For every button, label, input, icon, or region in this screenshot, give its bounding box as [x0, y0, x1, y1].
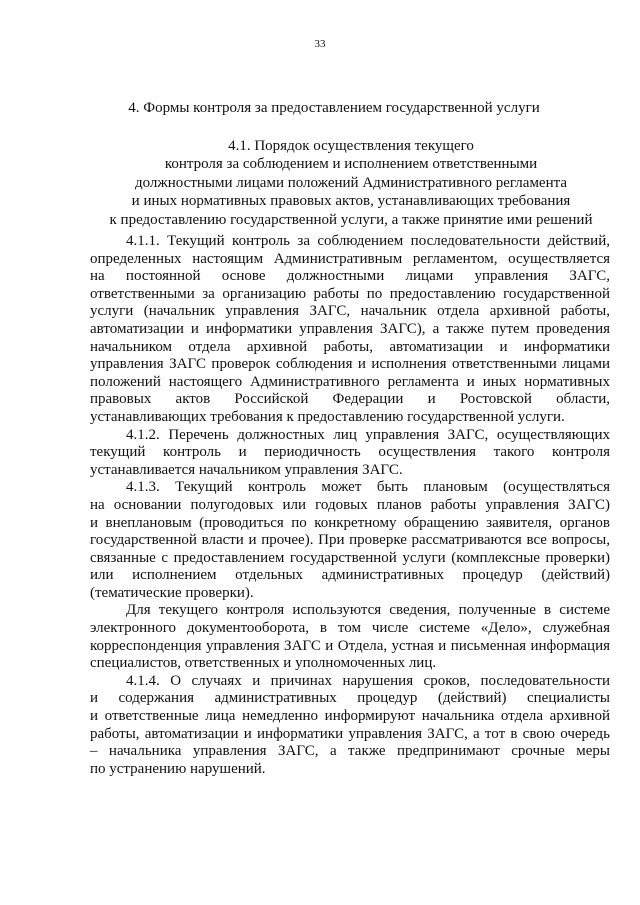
- paragraph-4-1-4: [90, 673, 610, 779]
- paragraph-4-1-1: [90, 233, 610, 427]
- text-line: автоматизации и информатики управления ЗАГС), а также путем проведения: [90, 320, 610, 337]
- text-line: и ответственные лица немедленно информируют начальника отдела архивной: [90, 708, 610, 725]
- text-line: государственной власти и прочее). При проверке рассматриваются все вопросы,: [90, 532, 610, 549]
- text-line: 4.1.3. Текущий контроль может быть плановым (осуществляться: [126, 479, 610, 496]
- text-line: правовых актов Российской Федерации и Ростовской области,: [90, 391, 610, 408]
- text-line: ответственными за организацию работы по предоставлению государственной: [90, 285, 610, 302]
- text-line: на постоянной основе должностными лицами управления ЗАГС,: [90, 268, 610, 285]
- text-line: связанные с предоставлением государственной услуги (комплексные проверки): [90, 549, 610, 566]
- subsection-title-line: контроля за соблюдением и исполнением ответственными: [164, 156, 538, 173]
- subsection-title: [86, 137, 616, 229]
- paragraph-4-1-2: [90, 427, 610, 480]
- text-line: 4.1.1. Текущий контроль за соблюдением последовательности действий,: [126, 233, 610, 249]
- text-line: определенных настоящим Административным регламентом, осуществляется: [90, 250, 610, 267]
- text-line: и содержания административных процедур (действий) специалисты: [90, 690, 610, 707]
- text-line: корреспонденция управления ЗАГС и Отдела, устная и письменная информация: [90, 637, 610, 654]
- text-line: на основании полугодовых или годовых планов работы управления ЗАГС): [90, 496, 610, 513]
- text-line: услуги (начальник управления ЗАГС, начальник отдела архивной работы,: [90, 303, 610, 320]
- text-line: – начальника управления ЗАГС, а также предпринимают срочные меры: [90, 743, 610, 760]
- text-line: электронного документооборота, в том числе системе «Дело», служебная: [90, 620, 610, 637]
- page-number: 33: [314, 38, 326, 50]
- paragraph-current-control-sources: [90, 602, 610, 672]
- text-line: устанавливается начальником управления ЗАГС.: [90, 461, 403, 478]
- text-line: по устранению нарушений.: [90, 760, 266, 777]
- text-line: начальником отдела архивной работы, автоматизации и информатики: [90, 338, 610, 355]
- text-line: 4.1.2. Перечень должностных лиц управления ЗАГС, осуществляющих: [126, 426, 610, 443]
- text-line: текущий контроль и периодичность осуществления такого контроля: [90, 444, 610, 461]
- text-line: управления ЗАГС проверок соблюдения и исполнения ответственными лицами: [90, 356, 610, 373]
- text-line: положений настоящего Административного регламента и иных нормативных: [90, 373, 610, 390]
- section-title: 4. Формы контроля за предоставлением государственной услуги: [128, 100, 540, 116]
- text-line: устанавливающих требования к предоставлению государственной услуги.: [90, 408, 565, 425]
- document-body: [90, 233, 610, 778]
- subsection-title-line: и иных нормативных правовых актов, устанавливающих требования: [131, 193, 571, 210]
- text-line: (тематические проверки).: [90, 584, 254, 601]
- subsection-title-line: должностными лицами положений Административного регламента: [134, 174, 568, 191]
- text-line: работы, автоматизации и информатики управления ЗАГС, а тот в свою очередь: [90, 725, 610, 742]
- text-line: Для текущего контроля используются сведения, полученные в системе: [126, 602, 610, 619]
- text-line: и внеплановым (проводиться по конкретному обращению заявителя, органов: [90, 514, 610, 531]
- text-line: специалистов, ответственных и уполномоченных лиц.: [90, 655, 437, 672]
- text-line: или исполнением отдельных административных процедур (действий): [90, 567, 610, 584]
- paragraph-4-1-3: [90, 479, 610, 602]
- subsection-title-line: 4.1. Порядок осуществления текущего: [228, 138, 474, 154]
- text-line: 4.1.4. О случаях и причинах нарушения сроков, последовательности: [126, 672, 610, 689]
- subsection-title-line: к предоставлению государственной услуги, а также принятие ими решений: [109, 211, 593, 228]
